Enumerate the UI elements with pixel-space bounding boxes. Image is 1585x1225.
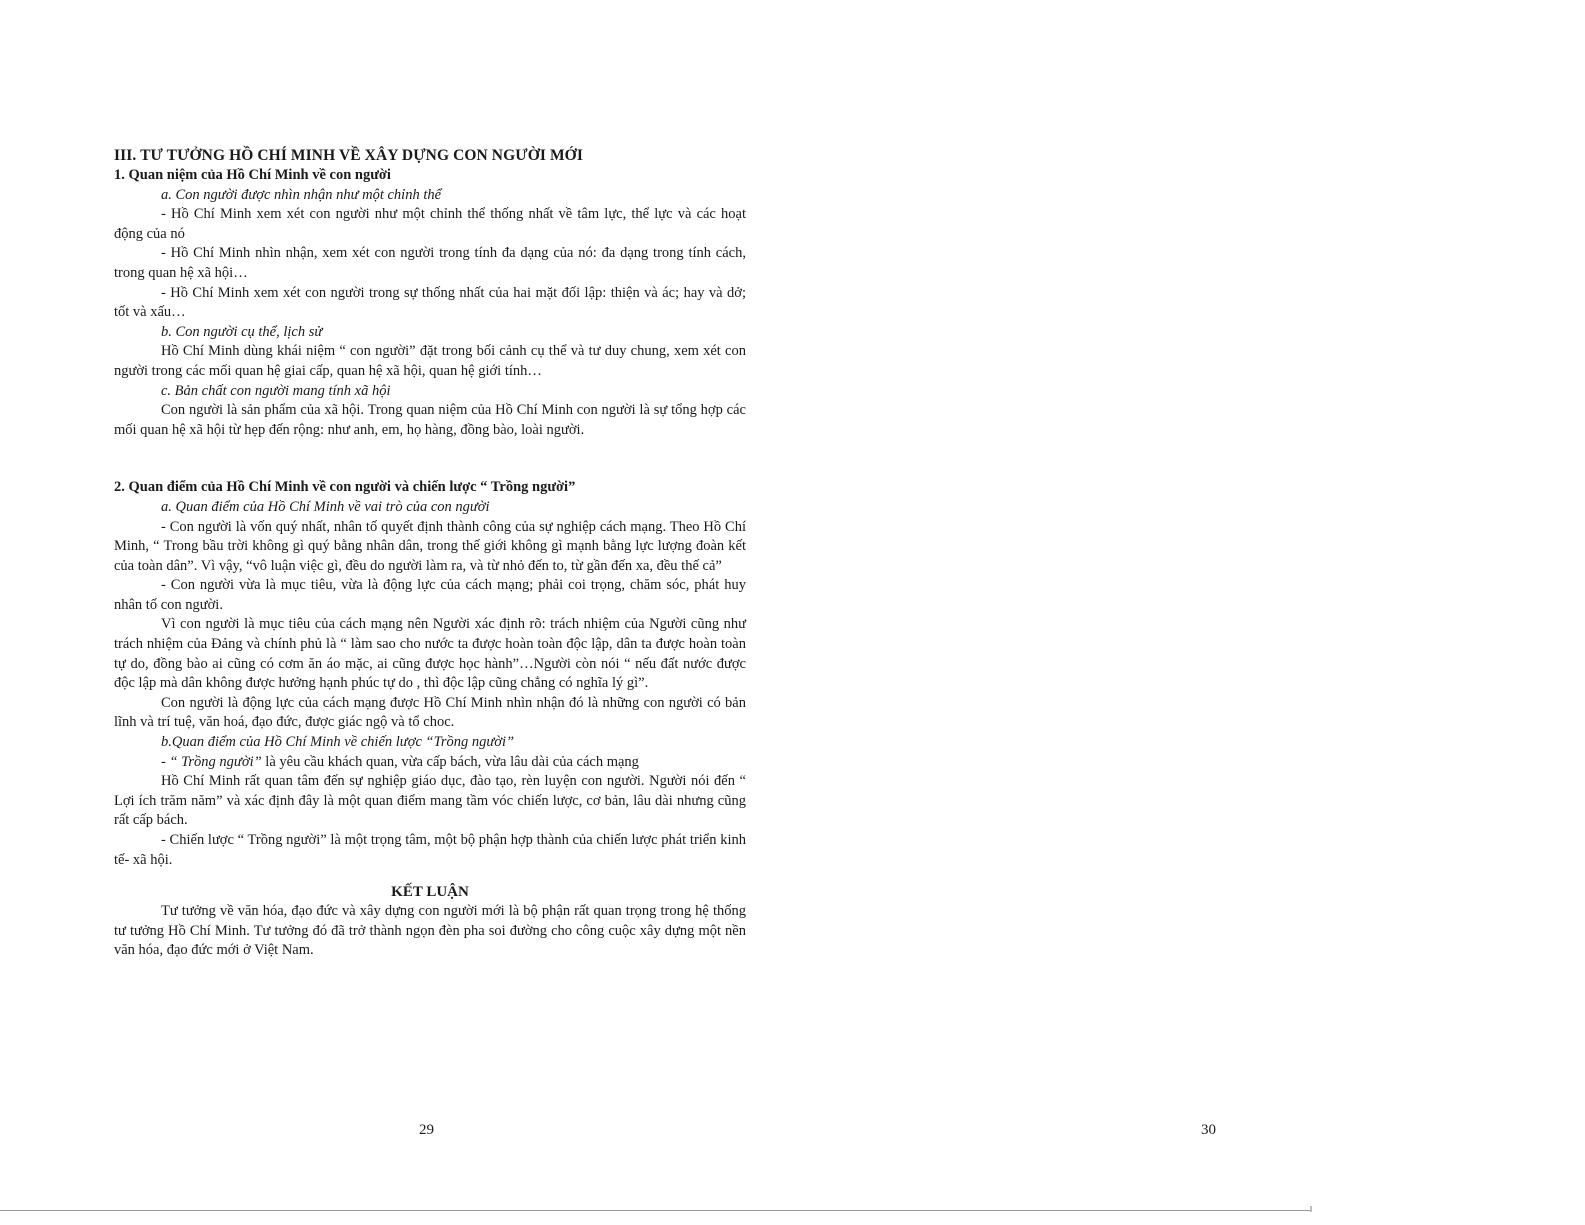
bottom-rule: [0, 1210, 1310, 1211]
conclusion-title: KẾT LUẬN: [391, 884, 469, 901]
section-1-sub-b: b. Con người cụ thể, lịch sử: [161, 323, 323, 340]
chapter-heading: III. TƯ TƯỞNG HỒ CHÍ MINH VỀ XÂY DỰNG CON NGƯỜI MỚI: [114, 147, 583, 164]
section-2-sub-a: a. Quan điểm của Hồ Chí Minh về vai trò của con người: [161, 498, 490, 515]
section-1-sub-c: c. Bản chất con người mang tính xã hội: [161, 382, 391, 399]
section-2-paragraph-1: - Con người là vốn quý nhất, nhân tố quyết định thành công của sự nghiệp cách mạng. Theo Hồ Chí Minh, “ Trong bầu trời không gì quý bằng nhân dân, trong thế giới không gì mạnh bằng lực lượng đoàn kết của toàn dân”. Vì vậy, “vô luận việc gì, đều do người làm ra, và từ nhỏ đến to, từ gần đến xa, đều thế cả”: [114, 518, 746, 574]
page-number-right: 30: [1201, 1122, 1216, 1138]
section-2-paragraph-2: - Con người vừa là mục tiêu, vừa là động lực của cách mạng; phải coi trọng, chăm sóc, phát huy nhân tố con người.: [114, 577, 746, 613]
page-divider-mark: [1310, 1206, 1312, 1212]
section-1-paragraph-2: - Hồ Chí Minh nhìn nhận, xem xét con người trong tính đa dạng của nó: đa dạng trong tính cách, trong quan hệ xã hội…: [114, 245, 746, 281]
section-1-paragraph-5: Con người là sản phẩm của xã hội. Trong quan niệm của Hồ Chí Minh con người là sự tổng hợp các mối quan hệ xã hội từ hẹp đến rộng: như anh, em, họ hàng, đồng bào, loài người.: [114, 402, 746, 438]
section-1-paragraph-3: - Hồ Chí Minh xem xét con người trong sự thống nhất của hai mặt đối lập: thiện và ác; hay và dở; tốt và xấu…: [114, 284, 746, 321]
left-page-content: [114, 146, 746, 961]
section-1-sub-a: a. Con người được nhìn nhận như một chỉnh thể: [161, 186, 442, 203]
section-2-paragraph-4: Con người là động lực của cách mạng được Hồ Chí Minh nhìn nhận đó là những con người có bản lĩnh và trí tuệ, văn hoá, đạo đức, được giác ngộ và tổ choc.: [114, 694, 746, 731]
section-2-paragraph-3: Vì con người là mục tiêu của cách mạng nên Người xác định rõ: trách nhiệm của Người cũng như trách nhiệm của Đảng và chính phủ là “ làm sao cho nước ta được hoàn toàn độc lập, dân ta được hoàn toàn tự do, đồng bào ai cũng có cơm ăn áo mặc, ai cũng được học hành”…Người còn nói “ nếu đất nước được độc lập mà dân không được hưởng hạnh phúc tự do , thì độc lập cũng chẳng có nghĩa lý gì”.: [114, 616, 746, 692]
section-1-title: 1. Quan niệm của Hồ Chí Minh về con người: [114, 167, 391, 183]
section-2-paragraph-7: - Chiến lược “ Trồng người” là một trọng tâm, một bộ phận hợp thành của chiến lược phát triển kinh tế- xã hội.: [114, 832, 746, 868]
section-1-paragraph-4: Hồ Chí Minh dùng khái niệm “ con người” đặt trong bối cảnh cụ thể và tư duy chung, xem xét con người trong các mối quan hệ giai cấp, quan hệ xã hội, quan hệ giới tính…: [114, 343, 746, 379]
section-2-title: 2. Quan điểm của Hồ Chí Minh về con người và chiến lược “ Trồng người”: [114, 479, 576, 496]
section-2-paragraph-5-italic: - “ Trồng người”: [161, 753, 262, 770]
section-2-paragraph-6: Hồ Chí Minh rất quan tâm đến sự nghiệp giáo dục, đào tạo, rèn luyện con người. Người nói đến “ Lợi ích trăm năm” và xác định đây là một quan điểm mang tầm vóc chiến lược, cơ bản, lâu dài nhưng cũng rất cấp bách.: [114, 773, 746, 829]
section-2-sub-b: b.Quan điểm của Hồ Chí Minh về chiến lược “Trồng người”: [161, 734, 515, 751]
section-1-paragraph-1: - Hồ Chí Minh xem xét con người như một chỉnh thể thống nhất về tâm lực, thể lực và các hoạt động của nó: [114, 206, 746, 242]
page-number-left: 29: [419, 1122, 434, 1138]
section-spacer: [114, 440, 746, 478]
section-2-paragraph-5-text: là yêu cầu khách quan, vừa cấp bách, vừa lâu dài của cách mạng: [261, 753, 639, 770]
section-2-paragraph-5: [114, 753, 746, 773]
conclusion-paragraph: Tư tưởng về văn hóa, đạo đức và xây dựng con người mới là bộ phận rất quan trọng trong hệ thống tư tưởng Hồ Chí Minh. Tư tưởng đó đã trở thành ngọn đèn pha soi đường cho công cuộc xây dựng một nền văn hóa, đạo đức mới ở Việt Nam.: [114, 903, 746, 959]
